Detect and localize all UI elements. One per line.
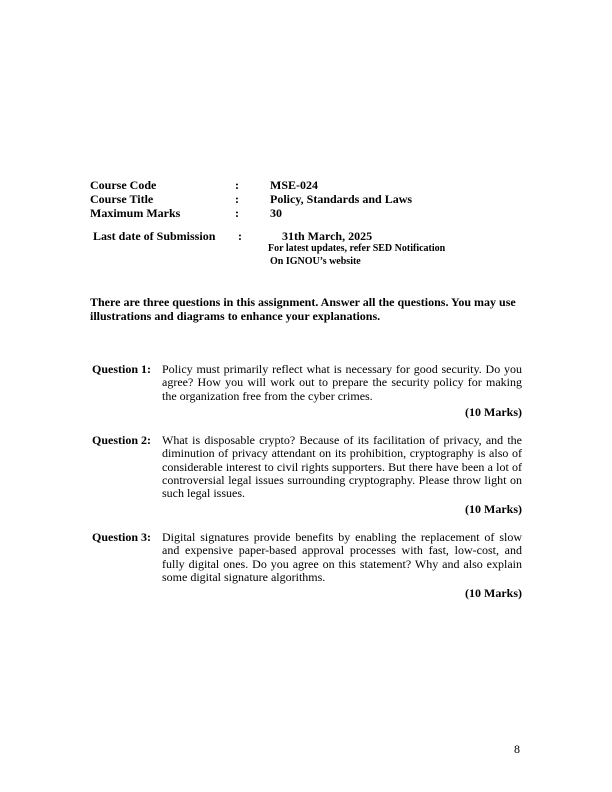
page-number: 8 [514,742,520,756]
course-code-colon: : [235,178,239,192]
question-2-label: Question 2: [92,433,152,447]
question-3-text: Digital signatures provide benefits by enabling the replacement of slow and expensive paper-based approval processes with fast, low-cost, and fully digital ones. Do you agree on this statement? Why and also explain some digital signature algorithms. [162,530,522,584]
question-1-text: Policy must primarily reflect what is necessary for good security. Do you agree? How you will work out to prepare the security policy for making the organization free from the cyber crimes. [162,362,522,403]
assignment-instructions: There are three questions in this assignment. Answer all the questions. You may use illustrations and diagrams to enhance your explanations. [90,295,516,323]
maximum-marks-label: Maximum Marks [90,206,181,220]
submission-date-label: Last date of Submission [93,229,216,243]
submission-date-value: 31th March, 2025 [282,229,373,243]
question-2-marks: (10 Marks) [465,502,522,516]
maximum-marks-value: 30 [270,206,282,220]
course-title-label: Course Title [90,192,154,206]
course-code-label: Course Code [90,178,157,192]
course-title-colon: : [235,192,239,206]
course-code-value: MSE-024 [270,178,318,192]
question-2-text: What is disposable crypto? Because of its facilitation of privacy, and the diminution of privacy attendant on its prohibition, cryptography is also of considerable interest to civil rights supporters. But there have been a lot of controversial legal issues surrounding cryptography. Please throw light on such legal issues. [162,433,522,501]
submission-date-colon: : [238,229,242,243]
maximum-marks-colon: : [235,206,239,220]
question-1-marks: (10 Marks) [465,405,522,419]
question-3-label: Question 3: [92,530,152,544]
question-3-marks: (10 Marks) [465,586,522,600]
course-title-value: Policy, Standards and Laws [270,192,413,206]
submission-note-line-1: For latest updates, refer SED Notification [268,243,446,254]
question-1-label: Question 1: [92,362,152,376]
submission-note-line-2: On IGNOU’s website [270,256,361,267]
